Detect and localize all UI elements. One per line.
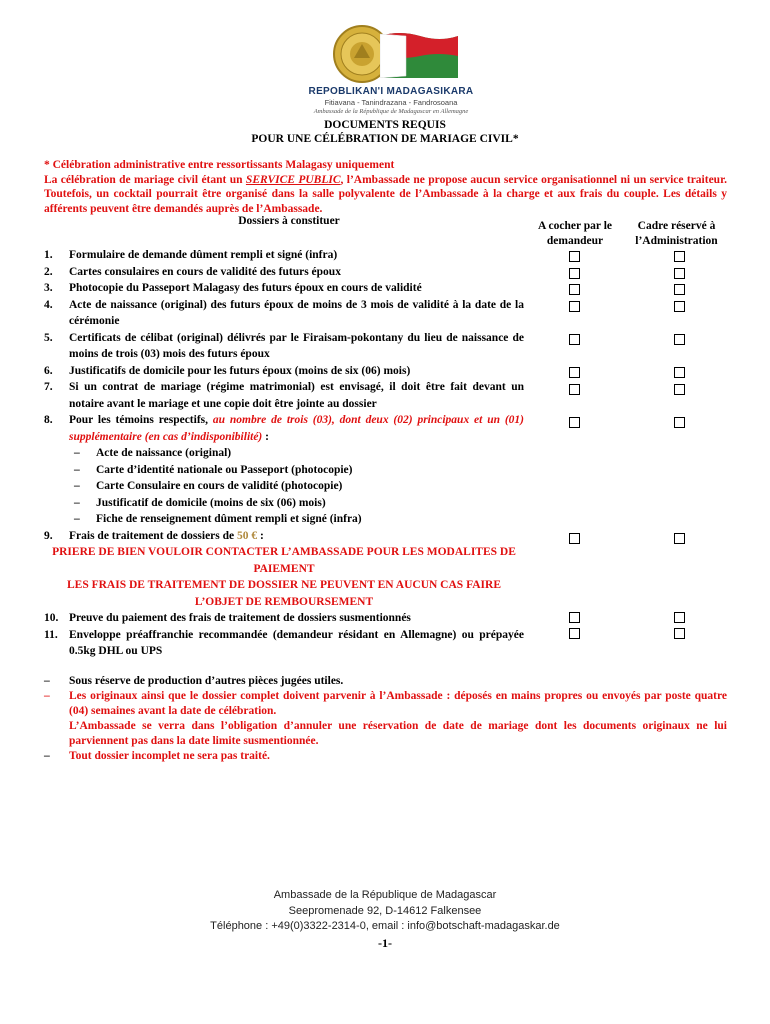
sub-item-text: Carte Consulaire en cours de validité (photocopie) [96,480,343,492]
list-item-2 [44,264,524,281]
intro-line1: * Célébration administrative entre ressortissants Malagasy uniquement [44,159,395,171]
list-item-1 [44,247,524,264]
intro-text-after: , l’Ambassade ne propose aucun service organisationnel ni un service traiteur. Toutefois, un cocktail pourrait être organisé dans la salle polyvalente de l’Ambassade à la charge et aux frais du couple. Les détails y afférents peuvent être demandés auprès de l’Ambassade. [44,173,728,215]
checkbox-demandeur-6[interactable] [569,367,580,378]
column-header-admin: Cadre réservé à l’Administration [635,220,718,247]
list-item-4 [44,297,524,330]
checkbox-demandeur-3[interactable] [569,284,580,295]
list-item-11 [44,627,524,660]
checkbox-admin-8[interactable] [674,417,685,428]
dash-marker: – [74,463,80,476]
item-number: 11. [44,628,58,641]
logo-title: REPOBLIKAN'I MADAGASIKARA [308,86,474,97]
checkbox-admin-1[interactable] [674,251,685,262]
checkbox-demandeur-1[interactable] [569,251,580,262]
item-number: 1. [44,249,53,261]
checkbox-admin-2[interactable] [674,268,685,279]
logo-motto: Fitiavana - Tanindrazana - Fandrosoana [324,98,458,107]
dash-marker: – [44,690,50,702]
checkbox-demandeur-5[interactable] [569,334,580,345]
checkbox-admin-7[interactable] [674,384,685,395]
sub-item-text: Carte d’identité nationale ou Passeport (photocopie) [96,463,353,476]
list-item-3 [44,280,524,297]
item-text: Si un contrat de mariage (régime matrimonial) est envisagé, il doit être fait devant un notaire avant le mariage et une copie doit être jointe au dossier [69,381,524,410]
item-number: 3. [44,282,53,294]
sub-item-text: Acte de naissance (original) [96,447,232,459]
note-text: Tout dossier incomplet ne sera pas traité. [69,750,270,762]
witness-doc-1 [44,445,524,462]
payment-contact-warning: PRIERE DE BIEN VOULOIR CONTACTER L’AMBASSADE POUR LES MODALITES DE PAIEMENT [52,546,516,575]
checkbox-demandeur-8[interactable] [569,417,580,428]
item-text: Enveloppe préaffranchie recommandée (demandeur résidant en Allemagne) ou prépayée 0.5kg DHL ou UPS [69,628,524,657]
column-header-dossiers: Dossiers à constituer [238,215,340,227]
list-item-10 [44,610,524,627]
item-number: 2. [44,265,53,278]
item-text: Cartes consulaires en cours de validité des futurs époux [69,265,341,278]
checkbox-demandeur-2[interactable] [569,268,580,279]
document-title-line2: POUR UNE CÉLÉBRATION DE MARIAGE CIVIL* [251,133,519,145]
intro-notice [44,158,727,216]
intro-paragraph [44,173,727,217]
item-number: 8. [44,414,53,426]
item-text: Formulaire de demande dûment rempli et signé (infra) [69,249,338,261]
item-number: 5. [44,331,53,344]
item-number: 10. [44,612,59,624]
item-text: Photocopie du Passeport Malagasy des futurs époux en cours de validité [69,282,422,294]
dash-marker: – [44,750,50,762]
note-text: Les originaux ainsi que le dossier complet doivent parvenir à l’Ambassade : déposés en mains propres ou envoyés par poste quatre (04) semaines avant la date de célébration. [69,690,727,717]
item-text-after: : [262,430,269,443]
page-number: -1- [378,936,392,950]
checkbox-admin-3[interactable] [674,284,685,295]
witness-doc-2 [44,462,524,479]
checkbox-admin-10[interactable] [674,612,685,623]
embassy-logo [296,22,486,114]
note-text: L’Ambassade se verra dans l’obligation d’annuler une réservation de date de mariage dont les documents originaux ne lui parviennent pas dans la date limite susmentionnée. [69,720,727,747]
note-1 [44,674,727,689]
witness-doc-5 [44,511,524,528]
list-item-9 [44,528,524,545]
witness-doc-3 [44,478,524,495]
item-number: 4. [44,298,53,311]
list-item-8 [44,412,524,445]
dash-marker: – [74,496,80,509]
checkbox-demandeur-9[interactable] [569,533,580,544]
checkbox-admin-4[interactable] [674,301,685,312]
dash-marker: – [74,513,80,525]
document-title-line1: DOCUMENTS REQUIS [324,119,446,131]
logo-subtitle: Ambassade de la République de Madagascar en Allemagne [313,108,469,115]
checkbox-demandeur-4[interactable] [569,301,580,312]
notes-section [44,674,727,764]
item-text: Preuve du paiement des frais de traitement de dossiers susmentionnés [69,612,411,624]
list-item-6 [44,363,524,380]
item-text-before: Pour les témoins respectifs, [69,414,213,426]
list-item-7 [44,379,524,412]
footer-address-line1: Ambassade de la République de Madagascar [273,889,497,901]
list-item-5 [44,330,524,363]
note-2 [44,689,727,719]
sub-item-text: Fiche de renseignement dûment rempli et signé (infra) [96,513,362,525]
checkbox-demandeur-10[interactable] [569,612,580,623]
dash-marker: – [44,675,50,687]
item-number: 9. [44,529,53,542]
documents-list [44,247,524,660]
checkbox-admin-9[interactable] [674,533,685,544]
item-number: 6. [44,364,53,377]
dash-marker: – [74,480,80,492]
checkbox-demandeur-7[interactable] [569,384,580,395]
fee-amount: 50 € [237,529,258,542]
intro-text-before: La célébration de mariage civil étant un [44,173,246,186]
note-2-continued [44,719,727,749]
column-header-demandeur: A cocher par le demandeur [538,220,612,247]
footer-contact-line: Téléphone : +49(0)3322-2314-0, email : info@botschaft-madagaskar.de [210,920,560,932]
item-text-before: Frais de traitement de dossiers de [69,529,237,542]
checkbox-admin-6[interactable] [674,367,685,378]
note-3 [44,749,727,764]
item-text-after: : [257,529,264,542]
service-public-emphasis: SERVICE PUBLIC [245,173,341,186]
note-text: Sous réserve de production d’autres pièces jugées utiles. [69,675,344,687]
no-refund-warning: LES FRAIS DE TRAITEMENT DE DOSSIER NE PEUVENT EN AUCUN CAS FAIRE L’OBJET DE REMBOURSEMENT [66,579,501,608]
dash-marker: – [74,447,80,459]
item-text: Acte de naissance (original) des futurs époux de moins de 3 mois de validité à la date de la cérémonie [69,298,524,327]
item-text: Justificatifs de domicile pour les futurs époux (moins de six (06) mois) [69,364,411,377]
checkbox-admin-5[interactable] [674,334,685,345]
footer-address-line2: Seepromenade 92, D-14612 Falkensee [288,905,482,917]
madagascar-flag-icon [380,30,458,78]
checkbox-demandeur-11[interactable] [569,628,580,639]
sub-item-text: Justificatif de domicile (moins de six (06) mois) [96,496,326,509]
checkbox-admin-11[interactable] [674,628,685,639]
witness-count-note: au nombre de trois (03), dont deux (02) principaux et un (01) supplémentaire (en cas d’indisponibilité) [69,414,524,443]
item-number: 7. [44,381,53,393]
witness-doc-4 [44,495,524,512]
item-text: Certificats de célibat (original) délivrés par le Firaisam-pokontany du lieu de naissance de moins de trois (03) mois des futurs époux [69,331,524,360]
